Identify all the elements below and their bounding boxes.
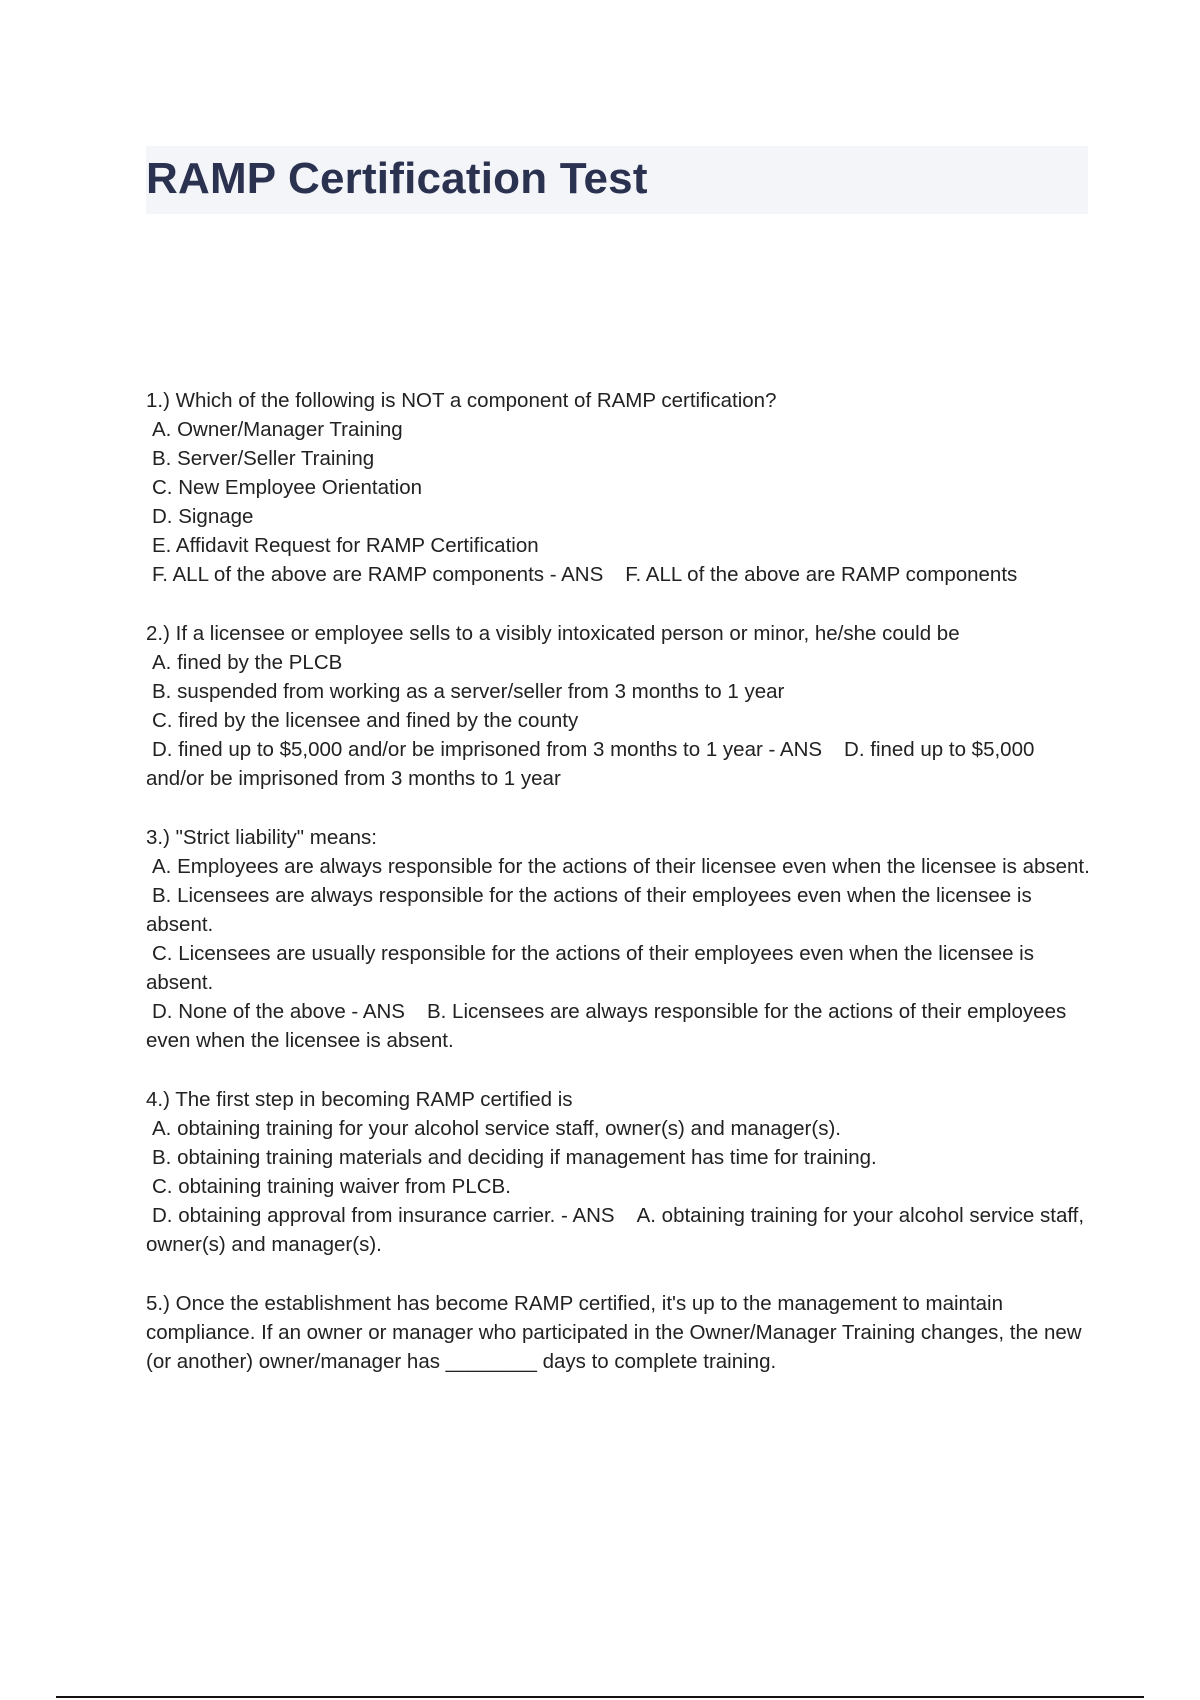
answer-option: B. obtaining training materials and deciding if management has time for training. — [152, 1146, 877, 1169]
answer-option: B. suspended from working as a server/seller from 3 months to 1 year — [152, 680, 785, 703]
answer-option: C. Licensees are usually responsible for the actions of their employees even when the licensee is absent. — [146, 942, 1034, 994]
answer-option: B. Licensees are always responsible for the actions of their employees even when the licensee is absent. — [146, 884, 1032, 936]
question-1 — [146, 386, 1090, 589]
final-option-with-answer — [146, 735, 1090, 793]
answer-option: A. Employees are always responsible for the actions of their licensee even when the licensee is absent. — [152, 855, 1090, 878]
final-option-with-answer — [146, 560, 1090, 589]
correct-answer: F. ALL of the above are RAMP components — [625, 563, 1018, 586]
question-list — [146, 386, 1090, 1406]
answer-option: F. ALL of the above are RAMP components - — [152, 563, 562, 586]
final-option-with-answer — [146, 997, 1090, 1055]
question-2 — [146, 619, 1090, 793]
question-prompt: 4.) The first step in becoming RAMP certified is — [146, 1088, 573, 1111]
answer-option: B. Server/Seller Training — [152, 447, 375, 470]
correct-answer: D. fined up to $5,000 and/or be imprisoned from 3 months to 1 year — [146, 738, 1035, 790]
answer-option: E. Affidavit Request for RAMP Certification — [152, 534, 539, 557]
answer-option: A. Owner/Manager Training — [152, 418, 403, 441]
answer-option: C. fired by the licensee and fined by the county — [152, 709, 579, 732]
answer-option: D. None of the above - — [152, 1000, 363, 1023]
answer-option: D. fined up to $5,000 and/or be imprisoned from 3 months to 1 year - — [152, 738, 780, 761]
answer-option: A. fined by the PLCB — [152, 651, 343, 674]
answer-option: D. Signage — [152, 505, 254, 528]
correct-answer: B. Licensees are always responsible for the actions of their employees even when the licensee is absent. — [146, 1000, 1067, 1052]
ans-label: ANS — [779, 738, 823, 761]
ans-label: ANS — [572, 1204, 615, 1227]
question-prompt: 2.) If a licensee or employee sells to a visibly intoxicated person or minor, he/she could be — [146, 622, 960, 645]
question-prompt: 3.) "Strict liability" means: — [146, 826, 378, 849]
question-5 — [146, 1289, 1090, 1376]
answer-option: C. obtaining training waiver from PLCB. — [152, 1175, 511, 1198]
page-title: RAMP Certification Test — [146, 154, 648, 203]
question-3 — [146, 823, 1090, 1055]
ans-label: ANS — [362, 1000, 405, 1023]
answer-option: D. obtaining approval from insurance carrier. - — [152, 1204, 573, 1227]
question-prompt: 1.) Which of the following is NOT a component of RAMP certification? — [146, 389, 777, 412]
ans-label: ANS — [561, 563, 604, 586]
answer-option: A. obtaining training for your alcohol service staff, owner(s) and manager(s). — [152, 1117, 841, 1140]
correct-answer: A. obtaining training for your alcohol service staff, owner(s) and manager(s). — [146, 1204, 1085, 1256]
final-option-with-answer — [146, 1201, 1090, 1259]
page-bottom-divider — [56, 1696, 1144, 1698]
question-4 — [146, 1085, 1090, 1259]
question-prompt: 5.) Once the establishment has become RAMP certified, it's up to the management to maintain compliance. If an owner or manager who participated in the Owner/Manager Training changes, the new (or another) owner/manager has ________ days to complete training. — [146, 1292, 1082, 1373]
answer-option: C. New Employee Orientation — [152, 476, 423, 499]
